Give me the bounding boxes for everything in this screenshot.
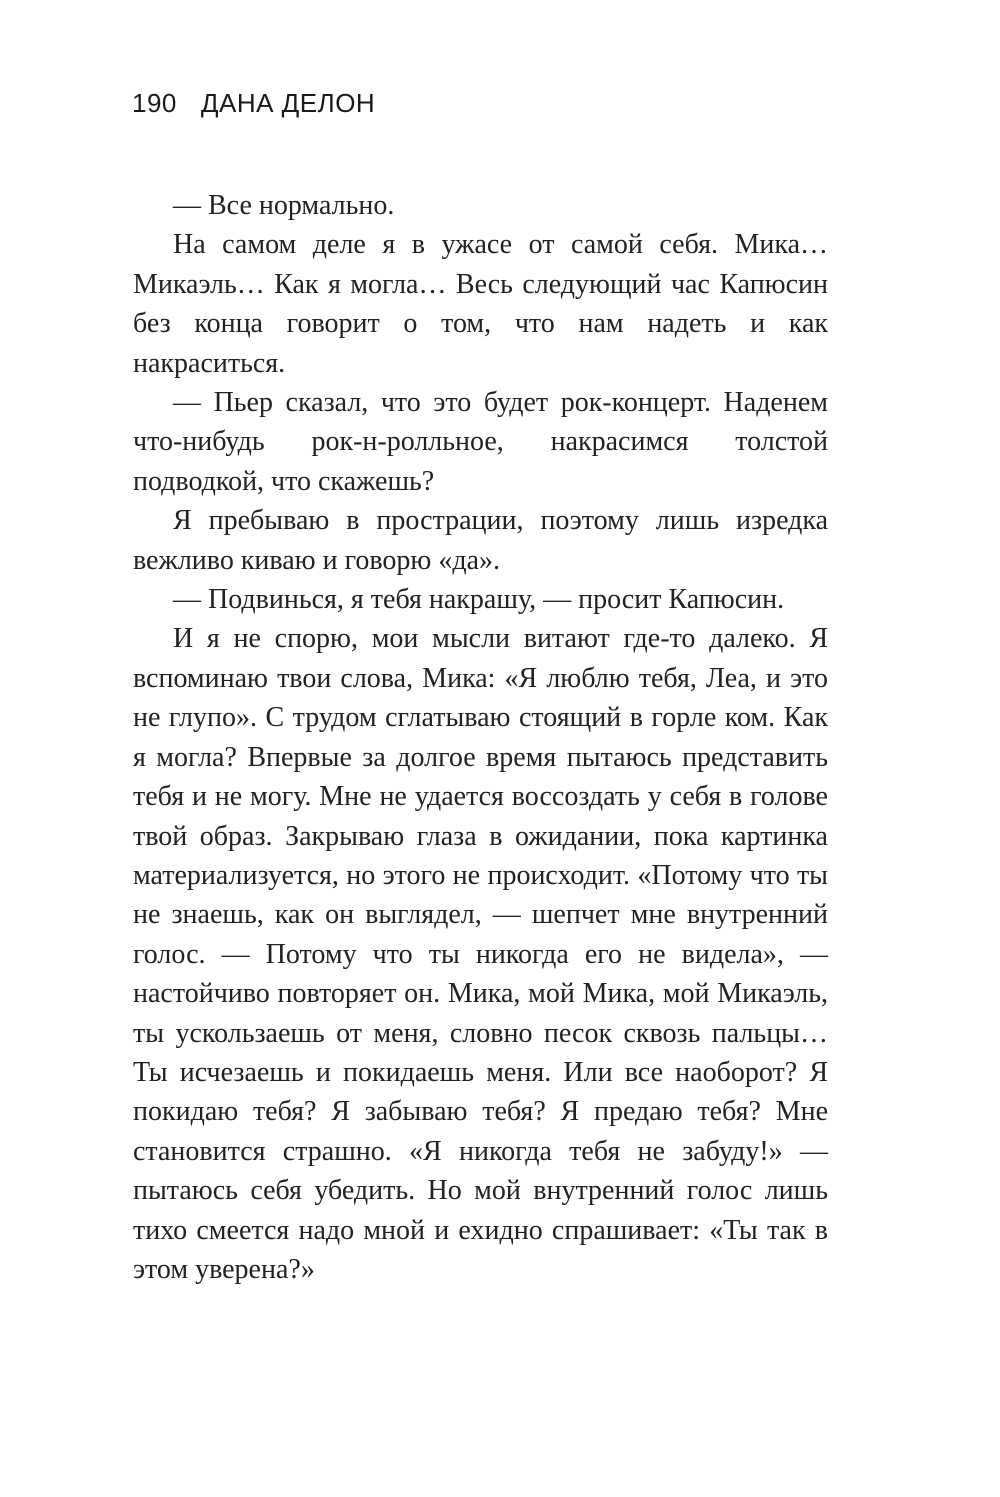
paragraph: На самом деле я в ужасе от самой себя. Мика… Микаэль… Как я могла… Весь следующий час Капюсин без конца говорит о том, что нам надеть и как накраситься. bbox=[133, 229, 828, 379]
running-head bbox=[132, 88, 375, 119]
paragraph: — Все нормально. bbox=[173, 190, 395, 221]
paragraph: Я пребываю в прострации, поэтому лишь изредка вежливо киваю и говорю «да». bbox=[133, 505, 828, 576]
paragraph: И я не спорю, мои мысли витают где-то далеко. Я вспоминаю твои слова, Мика: «Я люблю тебя, Леа, и это не глупо». С трудом сглатываю стоящий в горле ком. Как я могла? Впервые за долгое время пытаюсь представить тебя и не могу. Мне не удается воссоздать у себя в голове твой образ. Закрываю глаза в ожидании, пока картинка материализуется, но этого не происходит. «Потому что ты не знаешь, как он выглядел, — шепчет мне внутренний голос. — Потому что ты никогда его не видела», — настойчиво повторяет он. Мика, мой Мика, мой Микаэль, ты ускользаешь от меня, словно песок сквозь пальцы… Ты исчезаешь и покидаешь меня. Или все наоборот? Я покидаю тебя? Я забываю тебя? Я предаю тебя? Мне становится страшно. «Я никогда тебя не забуду!» — пытаюсь себя убедить. Но мой внутренний голос лишь тихо смеется надо мной и ехидно спрашивает: «Ты так в этом уверена?» bbox=[133, 623, 828, 1285]
page-number: 190 bbox=[132, 88, 177, 118]
paragraph: — Подвинься, я тебя накрашу, — просит Капюсин. bbox=[173, 584, 785, 616]
paragraph: — Пьер сказал, что это будет рок-концерт. Наденем что-нибудь рок-н-ролльное, накрасимся толстой подводкой, что скажешь? bbox=[133, 387, 828, 497]
body-text bbox=[133, 186, 828, 1289]
author-name: ДАНА ДЕЛОН bbox=[200, 88, 376, 118]
